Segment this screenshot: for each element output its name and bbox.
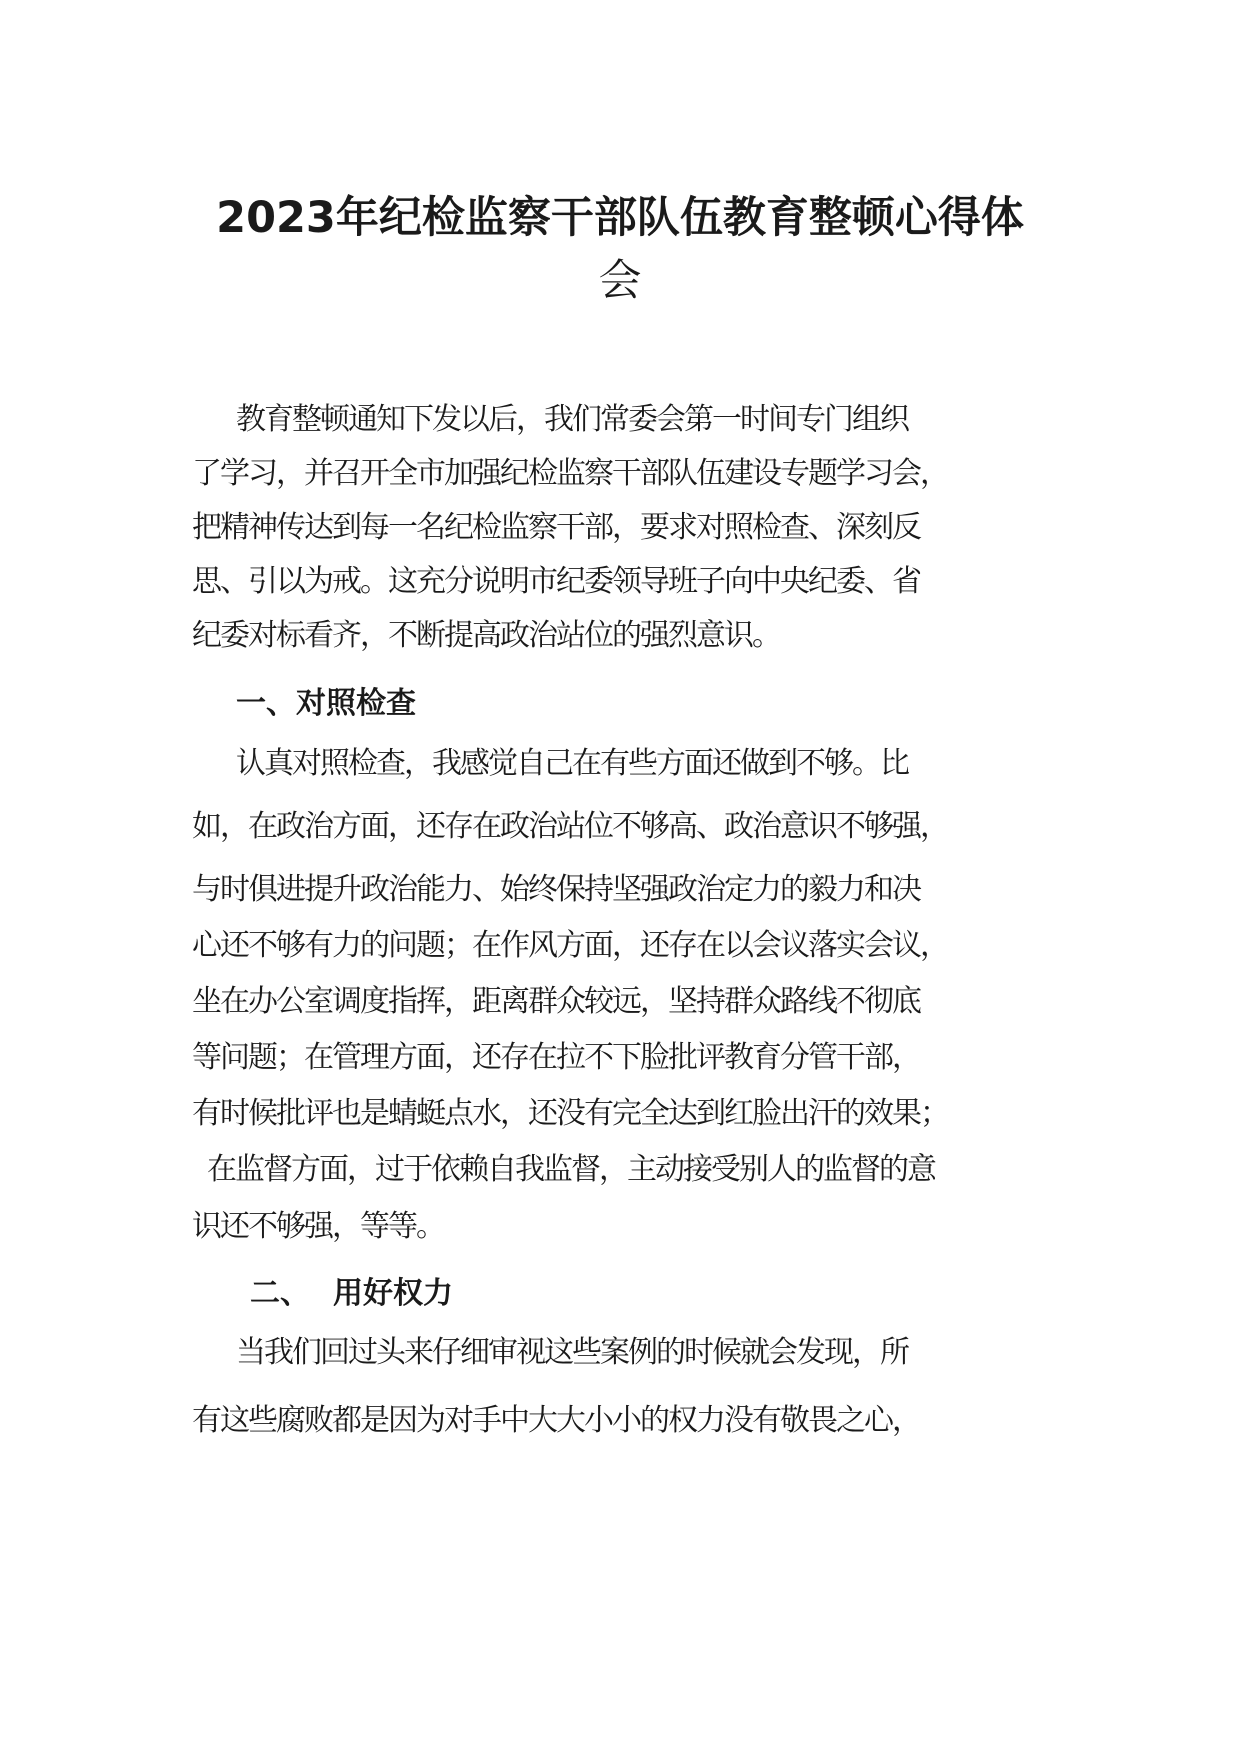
- section-2-heading-text: 用好权力: [333, 1276, 453, 1311]
- paragraph-line: 有这些腐败都是因为对手中大大小小的权力没有敬畏之心，: [192, 1403, 920, 1438]
- paragraph-line: 识还不够强，等等。: [192, 1209, 444, 1244]
- paragraph-line: 心还不够有力的问题；在作风方面，还存在以会议落实会议，: [192, 928, 948, 963]
- document-title-line-1: 2023年纪检监察干部队伍教育整顿心得体: [216, 193, 1024, 243]
- paragraph-line: 当我们回过头来仔细审视这些案例的时候就会发现，所: [236, 1335, 908, 1370]
- document-title-line-2: 会: [598, 256, 642, 306]
- paragraph-line: 把精神传达到每一名纪检监察干部，要求对照检查、深刻反: [192, 510, 920, 545]
- paragraph-line: 教育整顿通知下发以后，我们常委会第一时间专门组织: [236, 402, 908, 437]
- paragraph-line: 纪委对标看齐，不断提高政治站位的强烈意识。: [192, 618, 780, 653]
- paragraph-line: 思、引以为戒。这充分说明市纪委领导班子向中央纪委、省: [192, 564, 920, 599]
- section-1-heading: 一、对照检查: [236, 686, 416, 721]
- section-2-heading-number: 二、: [250, 1276, 310, 1311]
- paragraph-line: 与时俱进提升政治能力、始终保持坚强政治定力的毅力和决: [192, 872, 920, 907]
- paragraph-line: 有时候批评也是蜻蜓点水，还没有完全达到红脸出汗的效果；: [192, 1096, 948, 1131]
- paragraph-line: 认真对照检查，我感觉自己在有些方面还做到不够。比: [236, 746, 908, 781]
- paragraph-line: 坐在办公室调度指挥，距离群众较远，坚持群众路线不彻底: [192, 984, 920, 1019]
- paragraph-line: 了学习，并召开全市加强纪检监察干部队伍建设专题学习会，: [192, 456, 948, 491]
- paragraph-line: 等问题；在管理方面，还存在拉不下脸批评教育分管干部，: [192, 1040, 920, 1075]
- paragraph-line: 在监督方面，过于依赖自我监督，主动接受别人的监督的意: [207, 1152, 935, 1187]
- paragraph-line: 如，在政治方面，还存在政治站位不够高、政治意识不够强，: [192, 809, 948, 844]
